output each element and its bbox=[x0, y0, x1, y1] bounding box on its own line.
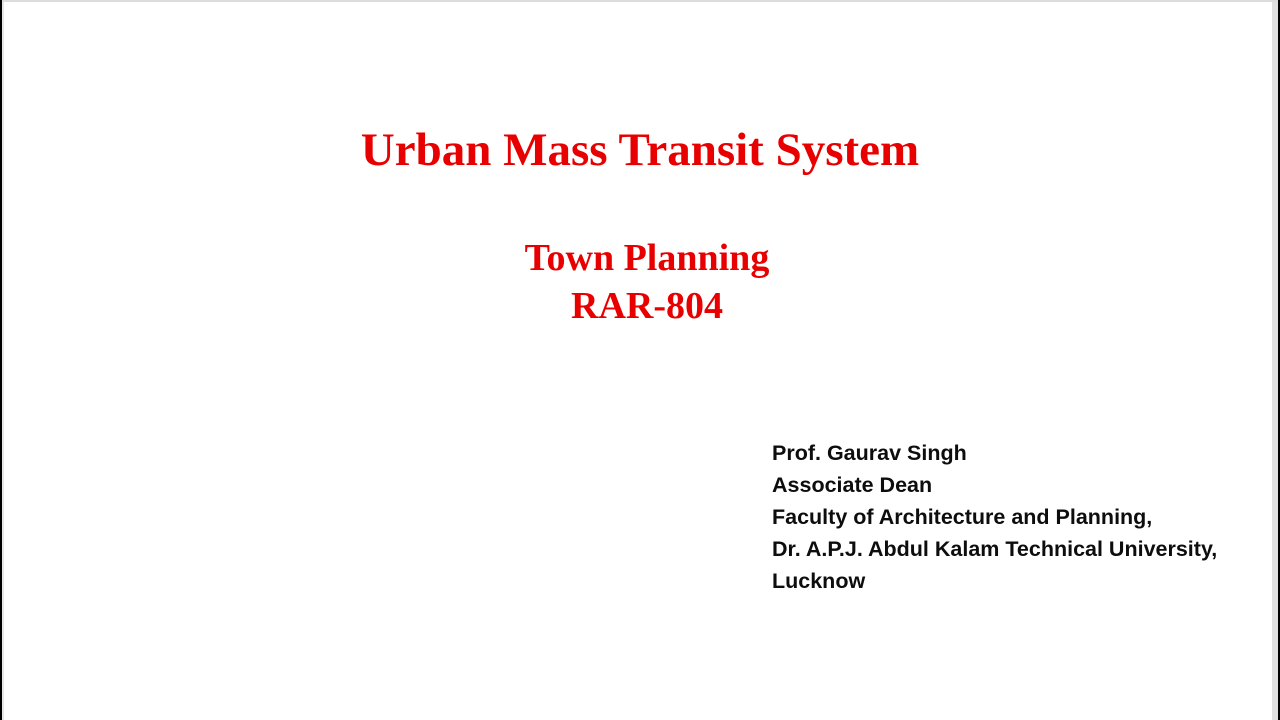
author-name: Prof. Gaurav Singh bbox=[772, 441, 967, 465]
course-code: RAR-804 bbox=[571, 285, 723, 327]
course-name: Town Planning bbox=[524, 237, 770, 279]
course-subtitle bbox=[2, 234, 1280, 330]
author-faculty: Faculty of Architecture and Planning, bbox=[772, 505, 1153, 529]
slide-left-edge bbox=[2, 2, 4, 720]
author-designation: Associate Dean bbox=[772, 473, 933, 497]
author-city: Lucknow bbox=[772, 569, 866, 593]
slide-right-edge bbox=[1272, 2, 1278, 720]
author-university: Dr. A.P.J. Abdul Kalam Technical University, bbox=[772, 537, 1218, 561]
author-info bbox=[772, 437, 1217, 597]
title-slide bbox=[2, 0, 1278, 720]
slide-title: Urban Mass Transit System bbox=[360, 124, 920, 176]
